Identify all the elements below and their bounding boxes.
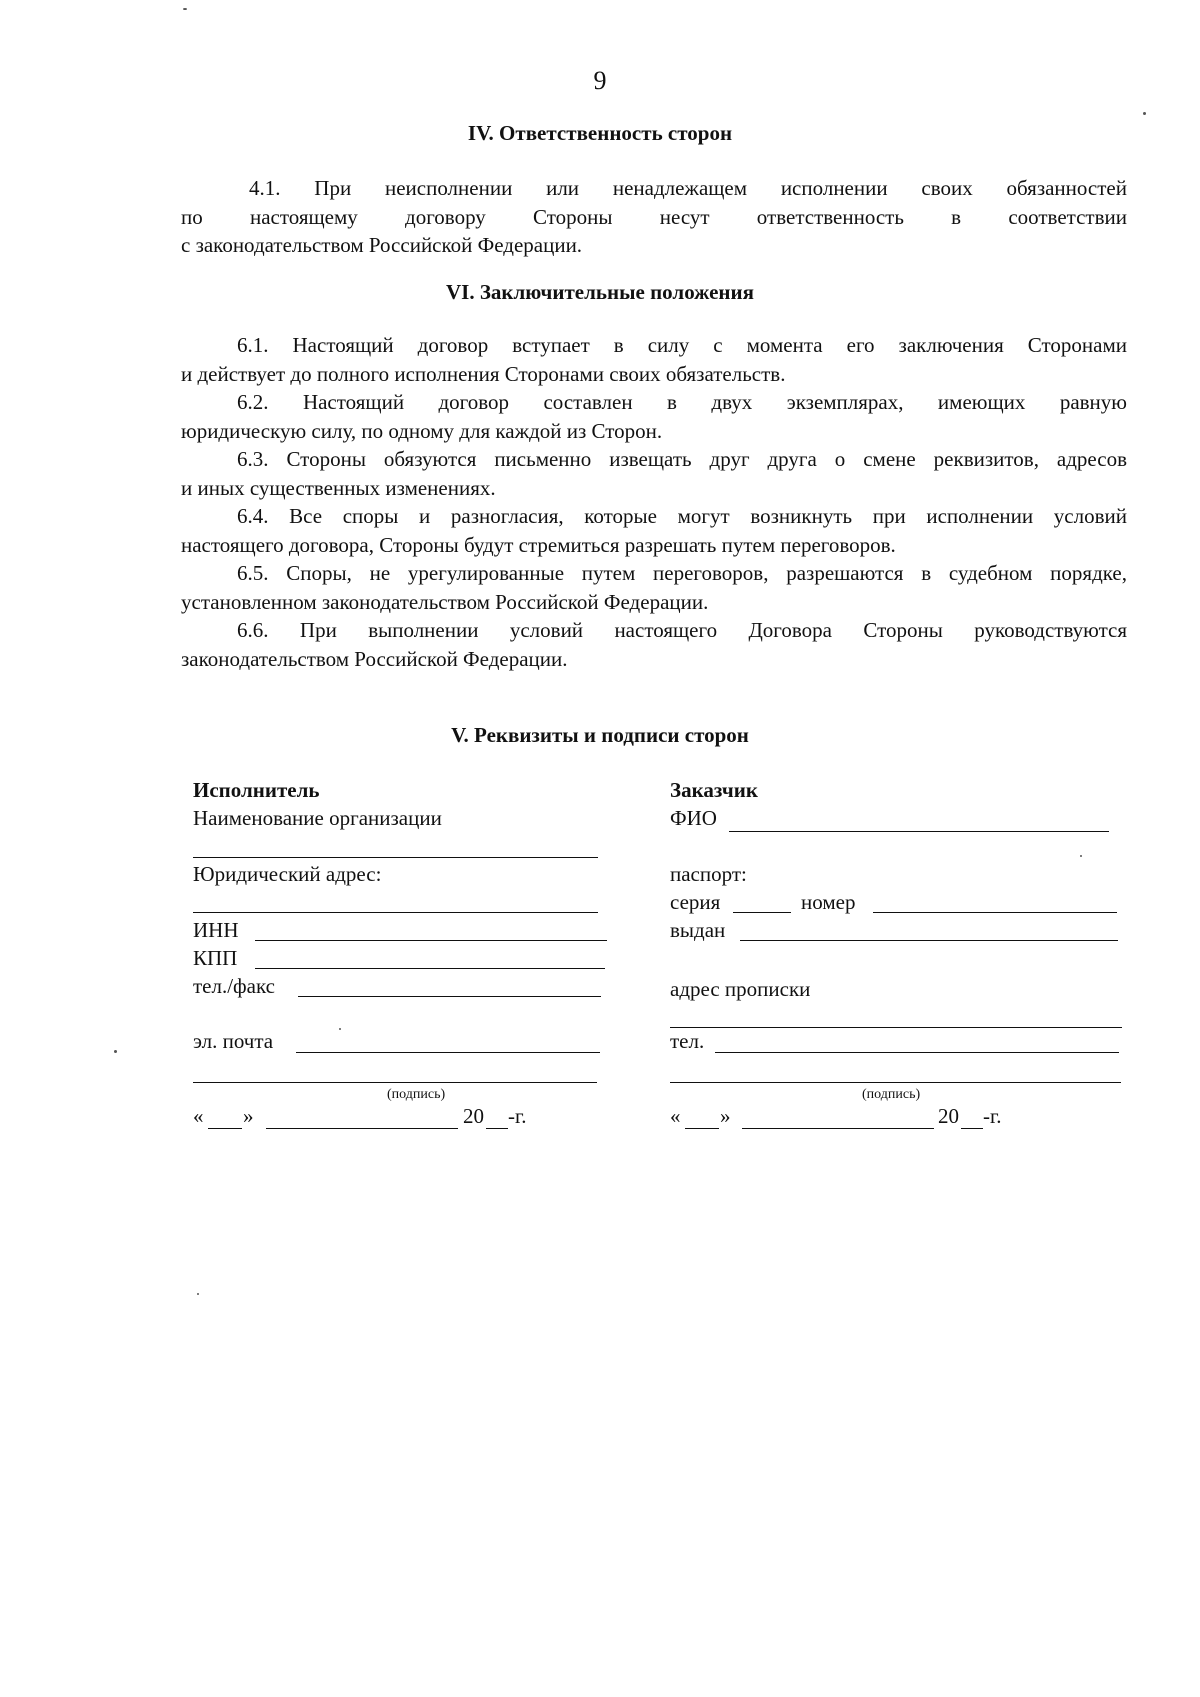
scan-speck [114, 1050, 117, 1053]
scan-speck [183, 8, 187, 10]
customer-signature-caption: (подпись) [862, 1087, 921, 1102]
scan-speck [1080, 855, 1082, 857]
paragraph-4-1-line3: с законодательством Российской Федерации. [181, 233, 583, 257]
executor-org-name-line[interactable] [193, 857, 598, 858]
executor-signature-line[interactable] [193, 1082, 597, 1083]
paragraph-6-1-line2: и действует до полного исполнения Сторонами своих обязательств. [181, 361, 786, 386]
customer-series-line[interactable] [733, 912, 791, 913]
scan-speck [1143, 112, 1146, 115]
customer-phone-line[interactable] [715, 1052, 1119, 1053]
paragraph-6-1-line1: 6.1. Настоящий договор вступает в силу с момента его заключения Сторонами [237, 333, 1127, 357]
customer-reg-address-line[interactable] [670, 1027, 1122, 1028]
paragraph-6-5-line1: 6.5. Споры, не урегулированные путем переговоров, разрешаются в судебном порядке, [237, 561, 1127, 585]
paragraph-6-2-line2: юридическую силу, по одному для каждой из Сторон. [181, 418, 663, 443]
customer-series-label: серия [670, 890, 721, 914]
executor-date-year-line[interactable] [486, 1128, 508, 1129]
executor-date-day-line[interactable] [208, 1128, 242, 1129]
paragraph-6-2-line1: 6.2. Настоящий договор составлен в двух экземплярах, имеющих равную [237, 390, 1127, 414]
paragraph-6-5-line2: установленном законодательством Российской Федерации. [181, 589, 709, 614]
executor-email-line[interactable] [296, 1052, 600, 1053]
section-4-title: IV. Ответственность сторон [467, 121, 733, 145]
paragraph-6-6-line1: 6.6. При выполнении условий настоящего Договора Стороны руководствуются [237, 618, 1127, 642]
paragraph-6-3-line1: 6.3. Стороны обязуются письменно извещать друг друга о смене реквизитов, адресов [237, 447, 1127, 471]
customer-issued-label: выдан [670, 918, 726, 942]
paragraph-6-3-line2: и иных существенных изменениях. [181, 475, 496, 500]
customer-date-day-line[interactable] [685, 1128, 719, 1129]
executor-date-open-quote: « [193, 1104, 204, 1128]
executor-phone-fax-line[interactable] [298, 996, 601, 997]
scan-speck [339, 1028, 341, 1030]
paragraph-4-1 [181, 174, 1127, 260]
executor-phone-fax-label: тел./факс [193, 974, 275, 998]
customer-number-label: номер [801, 890, 856, 914]
executor-legal-address-label: Юридический адрес: [193, 862, 382, 886]
section-6-body [181, 331, 1127, 673]
paragraph-6-4-line2: настоящего договора, Стороны будут стремиться разрешать путем переговоров. [181, 532, 896, 557]
executor-legal-address-line[interactable] [193, 912, 598, 913]
customer-number-line[interactable] [873, 912, 1117, 913]
executor-inn-label: ИНН [193, 918, 239, 942]
executor-heading: Исполнитель [193, 778, 320, 802]
executor-email-label: эл. почта [193, 1029, 274, 1053]
paragraph-6-4-line1: 6.4. Все споры и разногласия, которые могут возникнуть при исполнении условий [237, 504, 1127, 528]
customer-date-year-prefix: 20 [938, 1104, 959, 1128]
paragraph-4-1-line2: по настоящему договору Стороны несут ответственность в соответствии [181, 204, 1127, 229]
customer-date-year-line[interactable] [961, 1128, 983, 1129]
executor-kpp-line[interactable] [255, 968, 605, 969]
scan-speck [197, 1293, 199, 1295]
paragraph-4-1-line1: 4.1. При неисполнении или ненадлежащем исполнении своих обязанностей [249, 176, 1127, 200]
page-number: 9 [593, 66, 607, 95]
executor-date-year-prefix: 20 [463, 1104, 484, 1128]
customer-reg-address-label: адрес прописки [670, 977, 811, 1001]
customer-heading: Заказчик [670, 778, 758, 802]
executor-inn-line[interactable] [255, 940, 607, 941]
customer-date-close-quote: » [720, 1104, 731, 1128]
executor-date-month-line[interactable] [266, 1128, 458, 1129]
customer-fio-line[interactable] [729, 831, 1109, 832]
customer-signature-line[interactable] [670, 1082, 1121, 1083]
customer-fio-label: ФИО [670, 806, 717, 830]
executor-org-name-label: Наименование организации [193, 806, 442, 830]
executor-date-year-suffix: -г. [508, 1104, 527, 1128]
executor-kpp-label: КПП [193, 946, 238, 970]
customer-date-open-quote: « [670, 1104, 681, 1128]
customer-passport-label: паспорт: [670, 862, 747, 886]
section-6-title: VI. Заключительные положения [446, 280, 754, 304]
customer-phone-label: тел. [670, 1029, 705, 1053]
executor-date-close-quote: » [243, 1104, 254, 1128]
executor-signature-caption: (подпись) [387, 1087, 446, 1102]
customer-date-month-line[interactable] [742, 1128, 934, 1129]
paragraph-6-6-line2: законодательством Российской Федерации. [181, 646, 568, 671]
customer-date-year-suffix: -г. [983, 1104, 1002, 1128]
section-5-title: V. Реквизиты и подписи сторон [451, 723, 749, 747]
customer-issued-line[interactable] [740, 940, 1118, 941]
